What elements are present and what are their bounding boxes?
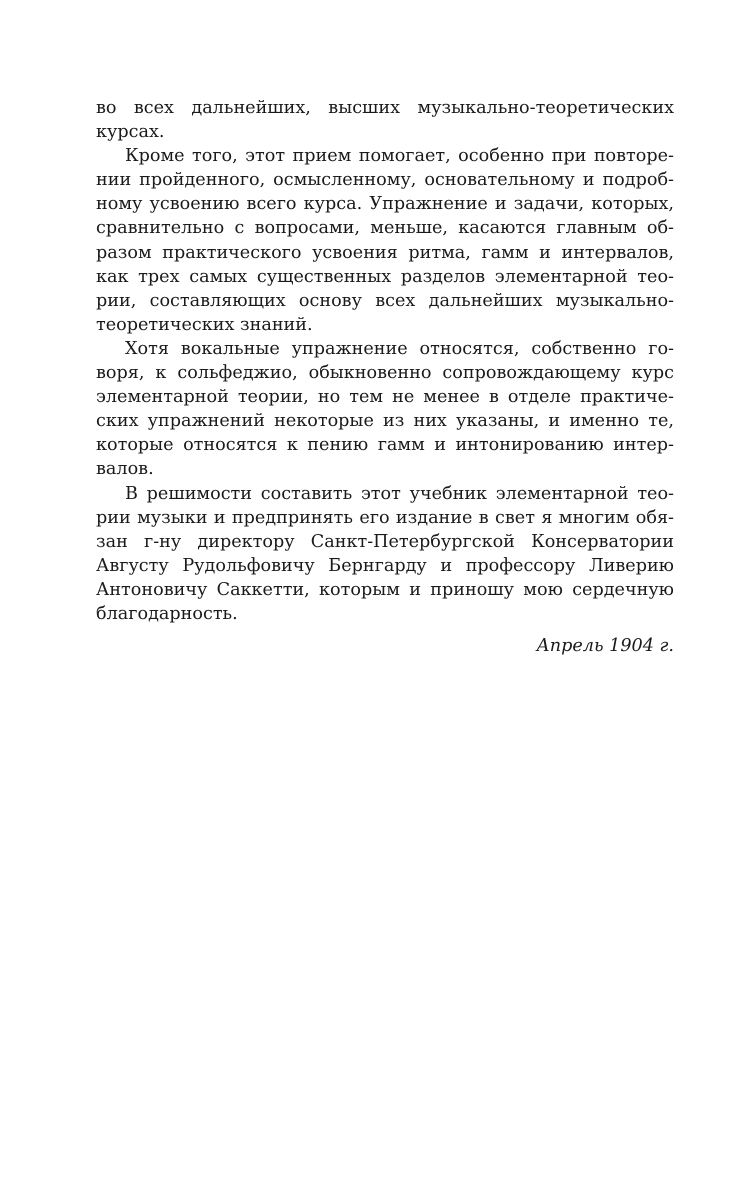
text-line: Антоновичу Саккетти, которым и приношу мою сердечную bbox=[96, 579, 674, 600]
paragraph-2 bbox=[96, 144, 674, 337]
text-line: разом практического усвоения ритма, гамм и интервалов, bbox=[96, 242, 674, 263]
text-line: нии пройденного, осмысленному, основательному и подроб- bbox=[96, 170, 674, 191]
page-text bbox=[96, 96, 674, 658]
text-line: Кроме того, этот прием помогает, особенно при повторе- bbox=[125, 146, 674, 167]
text-line: валов. bbox=[96, 459, 154, 480]
text-line: зан г-ну директору Санкт-Петербургской Консерватории bbox=[96, 531, 674, 552]
text-line: рии, составляющих основу всех дальнейших музыкально- bbox=[96, 290, 674, 311]
text-line: Хотя вокальные упражнение относятся, собственно го- bbox=[125, 338, 674, 359]
text-line: сравнительно с вопросами, меньше, касаются главным об- bbox=[96, 218, 674, 239]
paragraph-1 bbox=[96, 96, 674, 144]
text-line: рии музыки и предпринять его издание в свет я многим обя- bbox=[96, 507, 674, 528]
text-line: В решимости составить этот учебник элементарной тео- bbox=[125, 483, 674, 504]
signature-date: Апрель 1904 г. bbox=[536, 636, 674, 657]
text-line: ских упражнений некоторые из них указаны, и именно те, bbox=[96, 411, 674, 432]
text-line: элементарной теории, но тем не менее в отделе практиче- bbox=[96, 387, 674, 408]
text-line: как трех самых существенных разделов элементарной тео- bbox=[96, 266, 674, 287]
text-line: благодарность. bbox=[96, 603, 238, 624]
text-line: ному усвоению всего курса. Упражнение и задачи, которых, bbox=[96, 194, 674, 215]
text-line: курсах. bbox=[96, 122, 165, 143]
text-line: Августу Рудольфовичу Бернгарду и профессору Ливерию bbox=[96, 555, 674, 576]
text-line: которые относятся к пению гамм и интонированию интер- bbox=[96, 435, 674, 456]
text-line: во всех дальнейших, высших музыкально-теоретических bbox=[96, 98, 674, 118]
paragraph-3 bbox=[96, 337, 674, 482]
paragraph-4 bbox=[96, 482, 674, 627]
text-line: воря, к сольфеджио, обыкновенно сопровождающему курс bbox=[96, 363, 674, 384]
text-line: теоретических знаний. bbox=[96, 314, 313, 335]
